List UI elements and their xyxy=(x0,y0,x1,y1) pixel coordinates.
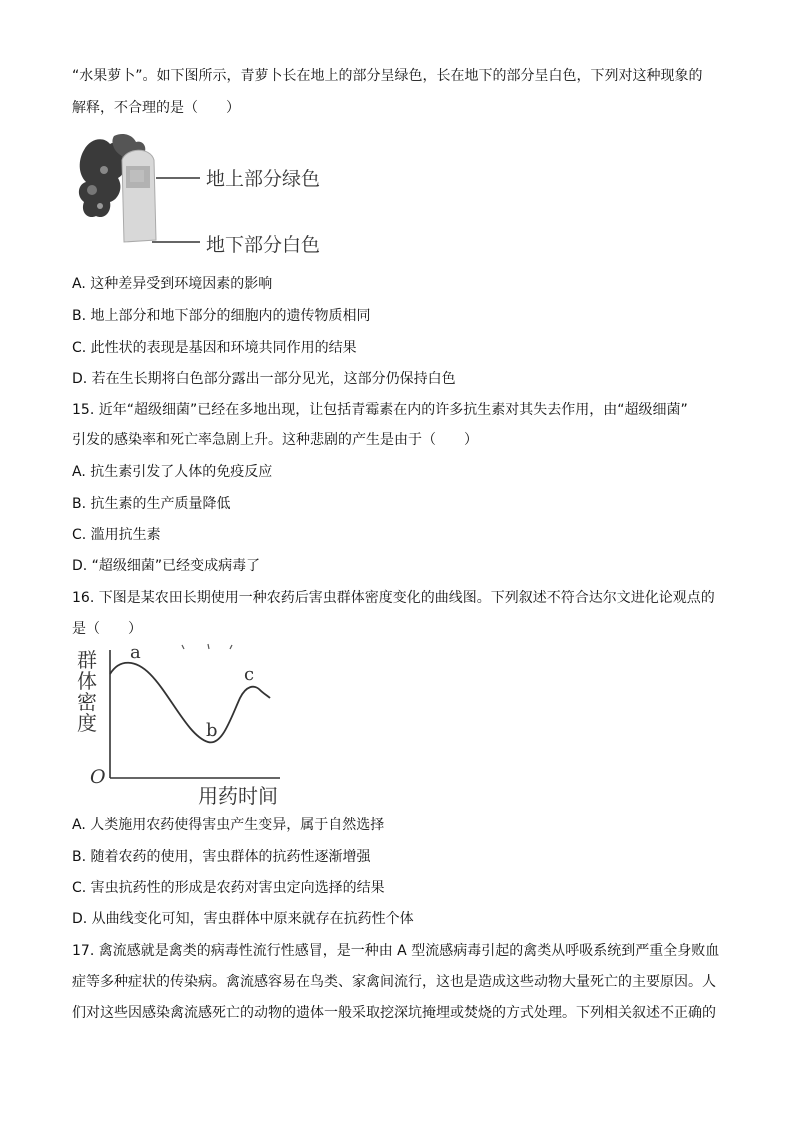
q14-stem-line2: 解释，不合理的是（ ） xyxy=(72,100,240,116)
q16-option-d[interactable]: D. 从曲线变化可知，害虫群体中原来就存在抗药性个体 xyxy=(72,911,414,927)
density-curve-figure xyxy=(77,640,290,810)
origin-label: O xyxy=(90,766,106,788)
q16-stem-line2: 是（ ） xyxy=(72,621,142,637)
q14-option-c[interactable]: C. 此性状的表现是基因和环境共同作用的结果 xyxy=(72,340,357,356)
label-below-ground: 地下部分白色 xyxy=(206,234,321,256)
label-above-ground: 地上部分绿色 xyxy=(206,168,321,190)
q17-stem-line1: 17. 禽流感就是禽类的病毒性流行性感冒，是一种由 A 型流感病毒引起的禽类从呼吸系统到严重全身败血 xyxy=(72,943,720,959)
q15-option-c[interactable]: C. 滥用抗生素 xyxy=(72,527,161,543)
q15-stem-line1: 15. 近年“超级细菌”已经在多地出现，让包括青霉素在内的许多抗生素对其失去作用，由“超级细菌” xyxy=(72,402,688,418)
q14-option-b[interactable]: B. 地上部分和地下部分的细胞内的遗传物质相同 xyxy=(72,308,371,324)
point-b-label: b xyxy=(206,720,218,741)
q16-option-a[interactable]: A. 人类施用农药使得害虫产生变异，属于自然选择 xyxy=(72,817,385,833)
point-c-label: c xyxy=(244,664,255,685)
q17-stem-line3: 们对这些因感染禽流感死亡的动物的遗体一般采取挖深坑掩埋或焚烧的方式处理。下列相关叙述不正确的 xyxy=(72,1005,716,1021)
point-a-label: a xyxy=(130,642,141,663)
q15-stem-line2: 引发的感染率和死亡率急剧上升。这种悲剧的产生是由于（ ） xyxy=(72,432,478,448)
q15-option-b[interactable]: B. 抗生素的生产质量降低 xyxy=(72,496,231,512)
q15-option-a[interactable]: A. 抗生素引发了人体的免疫反应 xyxy=(72,464,273,480)
q16-stem-line1: 16. 下图是某农田长期使用一种农药后害虫群体密度变化的曲线图。下列叙述不符合达尔文进化论观点的 xyxy=(72,590,715,606)
q16-option-b[interactable]: B. 随着农药的使用，害虫群体的抗药性逐渐增强 xyxy=(72,849,371,865)
q15-option-d[interactable]: D. “超级细菌”已经变成病毒了 xyxy=(72,558,261,574)
q14-option-d[interactable]: D. 若在生长期将白色部分露出一部分见光，这部分仍保持白色 xyxy=(72,371,456,387)
q16-option-c[interactable]: C. 害虫抗药性的形成是农药对害虫定向选择的结果 xyxy=(72,880,385,896)
q14-option-a[interactable]: A. 这种差异受到环境因素的影响 xyxy=(72,276,273,292)
radish-figure xyxy=(70,130,370,260)
x-axis-label: 用药时间 xyxy=(198,784,278,808)
y-axis-label: 群体密度 xyxy=(77,648,97,735)
q14-stem-line1: “水果萝卜”。如下图所示，青萝卜长在地上的部分呈绿色，长在地下的部分呈白色，下列对这种现象的 xyxy=(72,68,703,84)
q17-stem-line2: 症等多种症状的传染病。禽流感容易在鸟类、家禽间流行，这也是造成这些动物大量死亡的主要原因。人 xyxy=(72,974,716,990)
